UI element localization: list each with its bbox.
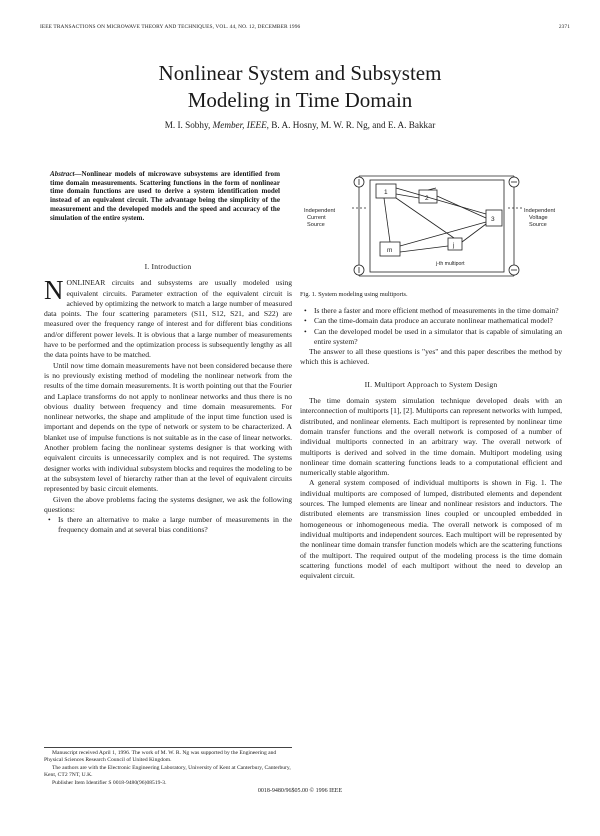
node-1-label: 1	[384, 189, 388, 196]
node-j-label: j	[453, 242, 455, 249]
figure-1-diagram	[304, 168, 566, 286]
drop-cap: N	[44, 275, 64, 306]
link-j-3	[462, 224, 486, 242]
multiport-label: j-th multiport	[436, 261, 465, 267]
multiport-paragraph-1: The time domain system simulation technique developed deals with an interconnection of multiports [1], [2]. Multiports can represent networks with lumped, distributed, and nonlinear elements. Each multiport is represented by nonlinear time domain transfer functions and the overall network is composed of a number of individual multiports connected in an arbitrary way. The overall network of multiports is derived and solved in the time domain. Multiport modeling using nonlinear time domain scattering functions leads to a computational efficient and numerically stable algorithm.	[300, 396, 562, 478]
question-item-2: • Is there a faster and more efficient method of measurements in the time domain?	[300, 306, 562, 316]
link-1-3	[396, 188, 486, 214]
author-line	[0, 120, 600, 130]
right-label-1: Independent	[524, 208, 556, 214]
title-line-2: Modeling in Time Domain	[187, 88, 413, 112]
question-list-left	[44, 515, 292, 536]
author-others: B. A. Hosny, M. W. R. Ng, and E. A. Bakkar	[271, 120, 436, 130]
answer-paragraph: The answer to all these questions is "yes" and this paper describes the method by which this is achieved.	[300, 347, 562, 367]
footnote	[44, 747, 292, 787]
multiport-paragraph-2: A general system composed of individual multiports is shown in Fig. 1. The individual multiports are composed of lumped, distributed elements and dependent sources. The lumped elements are linear and nonlinear resistors and inductors. The distributed elements are transmission lines coupled or uncoupled embedded in homogeneous or inhomogeneous media. The overall network is composed of m individual multiports and independent sources. Each multiport will be represented by the nonlinear time domain transfer function models which are the scattering functions of the multiport. The required output of the modeling process is the time domain scattering functions model of each multiport without the need to develop an equivalent circuit.	[300, 478, 562, 581]
node-3-label: 3	[491, 216, 495, 223]
question-item-3: • Can the time-domain data produce an accurate nonlinear mathematical model?	[300, 316, 562, 326]
footnote-identifier: Publisher Item Identifier S 0018-9480(96)08519-3.	[52, 779, 167, 786]
question-item-4: • Can the developed model be used in a simulator that is capable of simulating an entire system?	[300, 327, 562, 348]
link-1-2	[396, 194, 419, 198]
abstract-text: Nonlinear models of microwave subsystems are identified from time domain measurements. Scattering functions in the form of nonlinear time domain functions are used to derive a system identification model instead of an equivalent circuit. The advantage being the simplicity of the measurement and the developed models and the speed and accuracy of the simulation of the entire system.	[50, 170, 280, 222]
copyright-line: 0018-9480/96$05.00 © 1996 IEEE	[257, 788, 343, 794]
link-1-j	[396, 198, 454, 238]
right-label-2: Voltage	[529, 215, 548, 221]
title-line-1: Nonlinear System and Subsystem	[158, 61, 442, 85]
multiport-j-box	[448, 238, 462, 250]
page-number: 2371	[558, 24, 570, 30]
intro-paragraph-2: Until now time domain measurements have not been considered because there is no previously existing method of modeling the nonlinear network from the results of the time domain measurements. It is worth pointing out that the Fourier and Laplace transforms do not apply to nonlinear networks and thus there is no obvious duality between frequency and time domain measurements. For nonlinear networks, the shape and amplitude of the input time function used is important and depends on the type of network or system to be characterized. A blanket use of impulse functions is not suitable as in the case of linear networks. Another problem facing the nonlinear systems designer is that working with equivalent circuits is unnecessarily complex and is not required. The systems designer works with individual subsystem blocks and requires the modeling to be at the subsystem level of hierarchy rather than at the level of equivalent circuits represented by basic circuit elements.	[44, 360, 292, 494]
question-item-1: • Is there an alternative to make a large number of measurements in the frequency domain and at several bias conditions?	[44, 515, 292, 536]
left-label-2: Current	[307, 215, 326, 221]
left-column	[44, 262, 292, 536]
left-label-3: Source	[307, 222, 325, 228]
abstract	[50, 170, 280, 222]
running-header	[40, 24, 570, 30]
right-column	[300, 306, 562, 581]
link-2-3	[437, 196, 486, 218]
author-membership: Member, IEEE,	[212, 120, 269, 130]
section-heading-multiport: II. Multiport Approach to System Design	[364, 379, 498, 389]
author-first: M. I. Sobhy,	[164, 120, 211, 130]
node-2-label: 2	[425, 195, 429, 202]
left-label-1: Independent	[304, 208, 336, 214]
journal-line: IEEE TRANSACTIONS ON MICROWAVE THEORY AND TECHNIQUES, VOL. 44, NO. 12, DECEMBER 1996	[40, 24, 301, 30]
node-m-label: m	[387, 247, 393, 254]
section-heading-introduction: I. Introduction	[144, 262, 192, 271]
right-label-3: Source	[529, 222, 547, 228]
question-list-right	[300, 306, 562, 347]
paper-title	[0, 60, 600, 114]
intro-paragraph-1	[44, 275, 292, 360]
footnote-affiliation: The authors are with the Electronic Engineering Laboratory, University of Kent at Canterbury, Canterbury, Kent, CT2 7NT, U.K.	[44, 764, 291, 779]
link-m-j	[400, 246, 448, 252]
abstract-label: Abstract—	[50, 170, 82, 178]
intro-paragraph-3: Given the above problems facing the systems designer, we ask the following questions:	[44, 494, 292, 514]
footnote-received: Manuscript received April 1, 1996. The work of M. W. R. Ng was supported by the Engineering and Physical Sciences Research Council of United Kingdom.	[44, 750, 277, 764]
figure-caption: Fig. 1. System modeling using multiports.	[300, 291, 408, 298]
link-1-m	[384, 198, 390, 242]
intro-paragraph-1-text: ONLINEAR circuits and subsystems are usually modeled using equivalent circuits. Parameter extraction of the equivalent circuit is achieved by optimizing the network to match a large number of measured data points. The four scattering parameters (S11, S12, S21, and S22) are measured over the frequency range of interest and for different bias conditions and/or different power levels. It is obvious that a large number of measurements have to be performed and the optimization process is subsequently lengthy as all the data points have to be matched.	[44, 278, 292, 360]
